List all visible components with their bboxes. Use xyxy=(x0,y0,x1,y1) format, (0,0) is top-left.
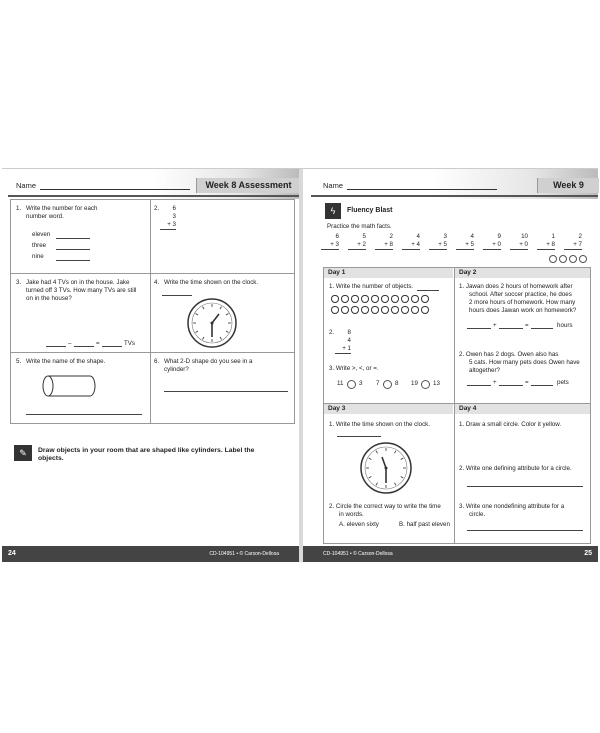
compare-a: 19 xyxy=(411,380,418,387)
fact-answer-line[interactable] xyxy=(321,249,339,250)
apple-icon xyxy=(391,295,399,303)
day2-q1: hours does Jawan work on homework? xyxy=(469,307,577,314)
apple-icon xyxy=(361,295,369,303)
sum-line xyxy=(160,229,176,230)
compare-a: 7 xyxy=(376,380,380,387)
apple-icon xyxy=(421,295,429,303)
q3-number: 3. xyxy=(16,279,22,286)
fact-bottom: + 8 xyxy=(546,241,555,248)
q6-text: cylinder? xyxy=(164,366,189,373)
fact-bottom: + 0 xyxy=(519,241,528,248)
number-word: nine xyxy=(32,253,44,260)
answer-line[interactable] xyxy=(467,486,583,487)
header-rule xyxy=(8,195,299,197)
score-circle[interactable] xyxy=(549,255,557,263)
fact-top: 6 xyxy=(335,233,339,240)
right-page xyxy=(303,169,598,562)
q5-number: 5. xyxy=(16,358,22,365)
answer-line[interactable] xyxy=(56,238,90,239)
day2-q2: 2. Owen has 2 dogs. Owen also has xyxy=(459,351,559,358)
day2-q2: altogether? xyxy=(469,367,500,374)
fact-answer-line[interactable] xyxy=(375,249,393,250)
number-word: three xyxy=(32,242,47,249)
answer-line[interactable] xyxy=(417,290,439,291)
apple-icon xyxy=(401,306,409,314)
fact-answer-line[interactable] xyxy=(348,249,366,250)
apple-icon xyxy=(391,306,399,314)
day3-q2: 2. Circle the correct way to write the time xyxy=(329,503,441,510)
compare-b: 3 xyxy=(359,380,363,387)
compare-b: 13 xyxy=(433,380,440,387)
page-title: Week 8 Assessment xyxy=(196,178,300,193)
answer-line[interactable] xyxy=(467,530,583,531)
q1-text: number word. xyxy=(26,213,64,220)
apple-icon xyxy=(381,306,389,314)
plus-sign: + xyxy=(493,322,497,329)
apple-icon xyxy=(411,295,419,303)
day3-q1: 1. Write the time shown on the clock. xyxy=(329,421,430,428)
page-footer xyxy=(303,546,598,562)
plus-sign: + xyxy=(493,379,497,386)
fact-top: 10 xyxy=(521,233,528,240)
fluency-title: Fluency Blast xyxy=(347,207,393,214)
fact-answer-line[interactable] xyxy=(537,249,555,250)
fact-bottom: + 5 xyxy=(438,241,447,248)
answer-line[interactable] xyxy=(531,385,553,386)
compare-b: 8 xyxy=(395,380,399,387)
answer-line[interactable] xyxy=(102,346,122,347)
answer-line[interactable] xyxy=(56,249,90,250)
clock-icon xyxy=(186,297,238,349)
apple-icon xyxy=(421,306,429,314)
day2-q2: 5 cats. How many pets does Owen have xyxy=(469,359,580,366)
page-footer xyxy=(2,546,299,562)
fact-bottom: + 2 xyxy=(357,241,366,248)
fact-top: 9 xyxy=(497,233,501,240)
footer-code: CD-104951 • © Carson-Dellosa xyxy=(209,551,279,557)
fact-bottom: + 8 xyxy=(384,241,393,248)
day4-q3: 3. Write one nondefining attribute for a xyxy=(459,503,565,510)
q2-number: 2. xyxy=(154,205,160,212)
day1-q3: 3. Write >, <, or =. xyxy=(329,365,379,372)
addend: + 3 xyxy=(167,221,176,228)
answer-line[interactable] xyxy=(74,346,94,347)
apple-icon xyxy=(411,306,419,314)
addend: 3 xyxy=(172,213,176,220)
fact-top: 3 xyxy=(443,233,447,240)
clock-icon xyxy=(359,441,413,495)
q1-number: 1. xyxy=(16,205,22,212)
day4-q3: circle. xyxy=(469,511,486,518)
minus-sign: – xyxy=(68,340,72,347)
score-circle[interactable] xyxy=(559,255,567,263)
fact-answer-line[interactable] xyxy=(429,249,447,250)
equals-sign: = xyxy=(96,340,100,347)
grid-divider xyxy=(10,352,295,353)
day4-q1: 1. Draw a small circle. Color it yellow. xyxy=(459,421,562,428)
fact-bottom: + 5 xyxy=(465,241,474,248)
day3-q2: in words. xyxy=(339,511,364,518)
q3-text: Jake had 4 TVs on in the house. Jake xyxy=(26,279,130,286)
name-line[interactable] xyxy=(40,189,190,190)
day-4-header: Day 4 xyxy=(455,404,590,414)
answer-line[interactable] xyxy=(467,328,491,329)
fact-bottom: + 0 xyxy=(492,241,501,248)
equals-sign: = xyxy=(525,379,529,386)
drawing-prompt: Draw objects in your room that are shaped like cylinders. Label the xyxy=(38,447,255,454)
fact-top: 4 xyxy=(470,233,474,240)
answer-option-a[interactable]: A. eleven sixty xyxy=(339,521,379,528)
apple-icon xyxy=(371,295,379,303)
fact-bottom: + 7 xyxy=(573,241,582,248)
answer-line[interactable] xyxy=(162,295,192,296)
addend: 8 xyxy=(347,329,351,336)
day2-q1: school. After soccer practice, he does xyxy=(469,291,572,298)
fact-answer-line[interactable] xyxy=(402,249,420,250)
fact-answer-line[interactable] xyxy=(564,249,582,250)
q6-text: What 2-D shape do you see in a xyxy=(164,358,253,365)
compare-circle[interactable] xyxy=(383,380,392,389)
day2-q1: 2 more hours of homework. How many xyxy=(469,299,576,306)
apple-icon xyxy=(331,295,339,303)
header-rule xyxy=(311,195,598,197)
fact-top: 5 xyxy=(362,233,366,240)
left-page xyxy=(2,169,299,562)
page-number: 24 xyxy=(8,550,16,557)
addend: 4 xyxy=(347,337,351,344)
day4-q2: 2. Write one defining attribute for a circle. xyxy=(459,465,572,472)
fact-answer-line[interactable] xyxy=(510,249,528,250)
q4-text: Write the time shown on the clock. xyxy=(164,279,259,286)
fact-top: 2 xyxy=(578,233,582,240)
q3-text: turned off 3 TVs. How many TVs are still xyxy=(26,287,137,294)
fact-top: 4 xyxy=(416,233,420,240)
lightning-icon: ϟ xyxy=(325,203,341,219)
day-2-header: Day 2 xyxy=(455,268,590,278)
apple-icon xyxy=(351,295,359,303)
apple-icon xyxy=(401,295,409,303)
name-label: Name xyxy=(16,181,37,190)
workbook-spread xyxy=(2,168,598,562)
compare-circle[interactable] xyxy=(421,380,430,389)
answer-line[interactable] xyxy=(467,385,491,386)
fact-bottom: + 4 xyxy=(411,241,420,248)
score-circle[interactable] xyxy=(569,255,577,263)
day-1-header: Day 1 xyxy=(324,268,453,278)
fact-bottom: + 3 xyxy=(330,241,339,248)
fact-answer-line[interactable] xyxy=(483,249,501,250)
apple-icon xyxy=(351,306,359,314)
number-word: eleven xyxy=(32,231,51,238)
addend: 6 xyxy=(172,205,176,212)
day1-q2-number: 2. xyxy=(329,329,335,336)
day2-q1: 1. Jawan does 2 hours of homework after xyxy=(459,283,573,290)
answer-line[interactable] xyxy=(531,328,553,329)
cylinder-icon xyxy=(42,373,98,399)
fact-top: 1 xyxy=(551,233,555,240)
q3-text: on in the house? xyxy=(26,295,72,302)
fact-top: 2 xyxy=(389,233,393,240)
score-circle[interactable] xyxy=(579,255,587,263)
compare-circle[interactable] xyxy=(347,380,356,389)
q5-text: Write the name of the shape. xyxy=(26,358,106,365)
unit-label: hours xyxy=(557,322,573,329)
compare-a: 11 xyxy=(337,380,344,387)
grid-divider xyxy=(10,273,295,274)
apple-icon xyxy=(341,306,349,314)
grid-divider xyxy=(150,199,151,424)
answer-line[interactable] xyxy=(499,385,523,386)
answer-line[interactable] xyxy=(46,346,66,347)
answer-line[interactable] xyxy=(499,328,523,329)
apple-icon xyxy=(331,306,339,314)
sum-line xyxy=(335,353,351,354)
answer-line[interactable] xyxy=(337,436,381,437)
answer-line[interactable] xyxy=(164,391,288,392)
unit-label: TVs xyxy=(124,340,136,347)
day1-q1: 1. Write the number of objects. xyxy=(329,283,414,290)
unit-label: pets xyxy=(557,379,569,386)
drawing-prompt: objects. xyxy=(38,455,64,462)
apple-icon xyxy=(371,306,379,314)
pencil-icon: ✎ xyxy=(14,445,32,461)
footer-code: CD-104951 • © Carson-Dellosa xyxy=(323,551,393,557)
q1-text: Write the number for each xyxy=(26,205,98,212)
fluency-instruction: Practice the math facts. xyxy=(327,223,392,230)
day-3-header: Day 3 xyxy=(324,404,453,414)
answer-line[interactable] xyxy=(26,414,142,415)
addend: + 1 xyxy=(342,345,351,352)
apple-icon xyxy=(381,295,389,303)
page-number: 25 xyxy=(584,550,592,557)
page-title: Week 9 xyxy=(537,178,599,193)
apple-icon xyxy=(361,306,369,314)
answer-option-b[interactable]: B. half past eleven xyxy=(399,521,450,528)
answer-line[interactable] xyxy=(56,260,90,261)
apple-icon xyxy=(341,295,349,303)
name-line[interactable] xyxy=(347,189,497,190)
fact-answer-line[interactable] xyxy=(456,249,474,250)
q4-number: 4. xyxy=(154,279,160,286)
equals-sign: = xyxy=(525,322,529,329)
name-label: Name xyxy=(323,181,344,190)
q6-number: 6. xyxy=(154,358,160,365)
